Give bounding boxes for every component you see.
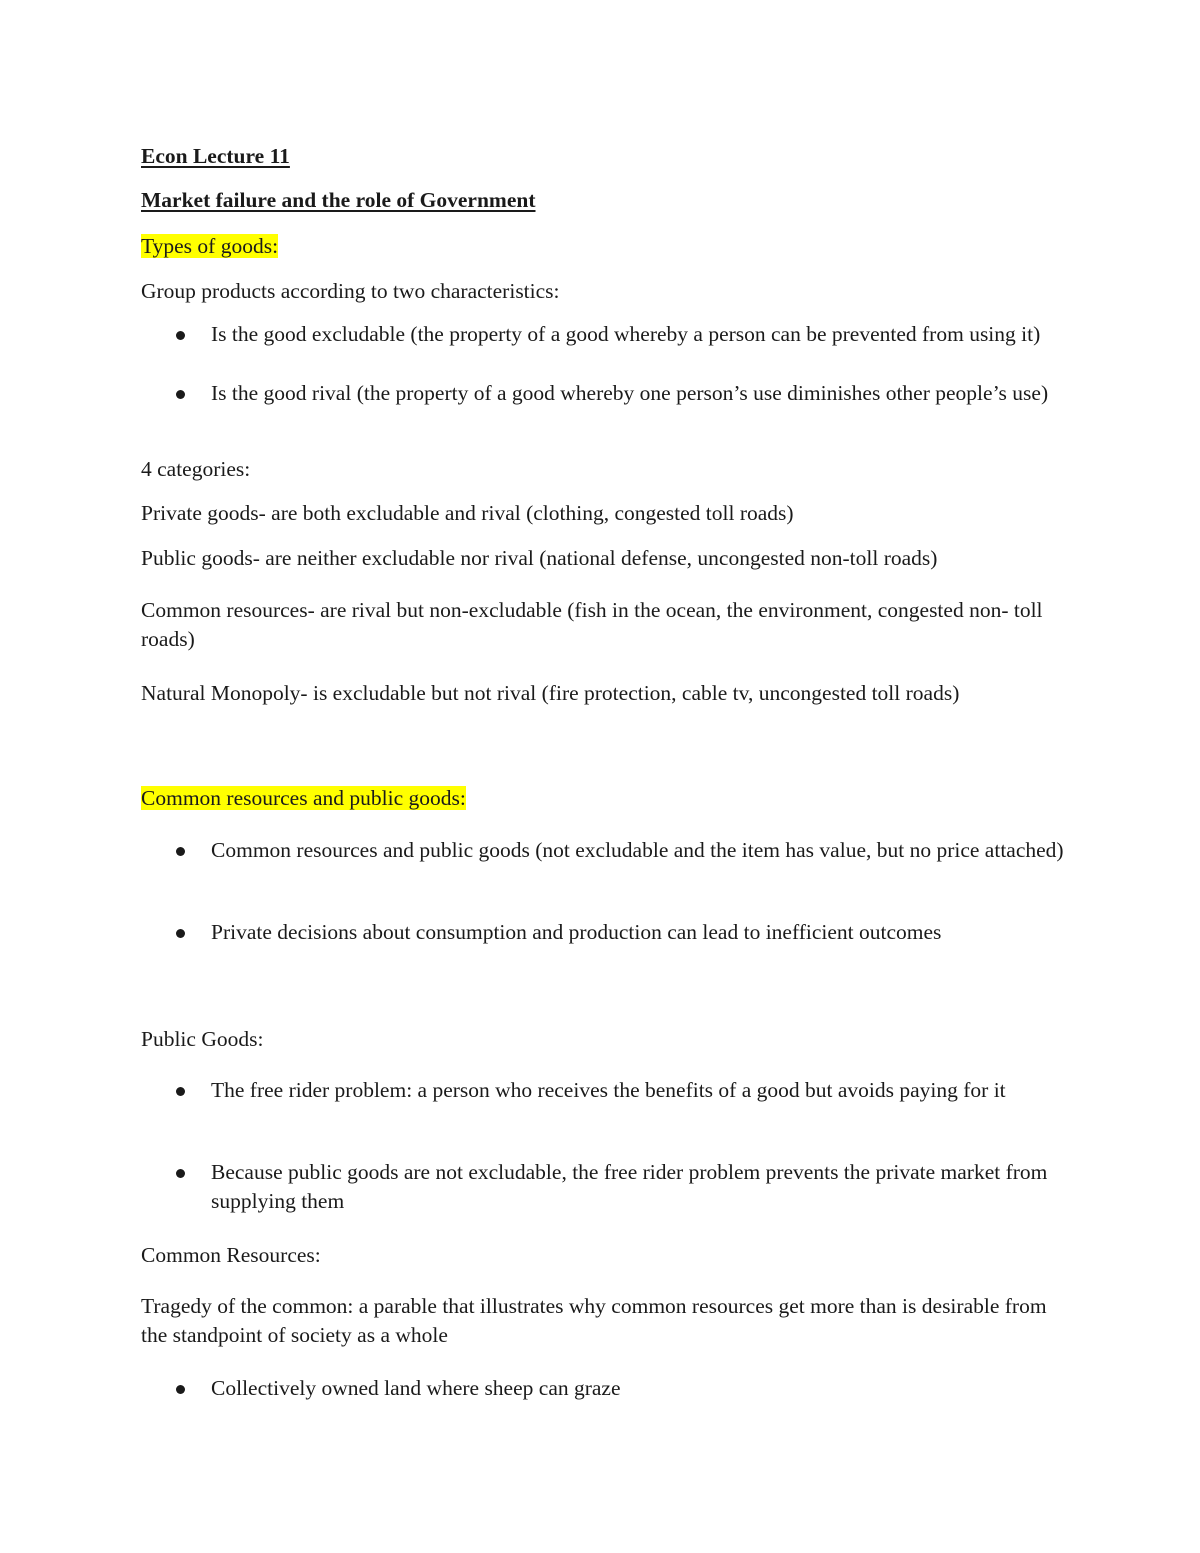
public-goods-text: Public goods- are neither excludable nor rival (national defense, uncongested non-toll roads)	[141, 546, 938, 570]
types-heading	[141, 231, 278, 261]
document-subtitle: Market failure and the role of Government	[141, 188, 536, 212]
common-resources-heading: Common Resources:	[141, 1243, 321, 1267]
types-heading-highlight: Types of goods:	[141, 234, 279, 258]
list-item-not-excludable: Because public goods are not excludable, the free rider problem prevents the private market from supplying them	[211, 1160, 1048, 1213]
tragedy-text: Tragedy of the common: a parable that illustrates why common resources get more than is desirable from the standpoint of society as a whole	[141, 1294, 1047, 1347]
document-title: Econ Lecture 11	[141, 144, 290, 168]
natural-monopoly-text: Natural Monopoly- is excludable but not rival (fire protection, cable tv, uncongested toll roads)	[141, 681, 960, 705]
common-public-heading	[141, 783, 466, 813]
list-item-sheep-graze: Collectively owned land where sheep can graze	[211, 1376, 621, 1400]
bullet-icon	[176, 1087, 185, 1096]
list-item-free-rider: The free rider problem: a person who receives the benefits of a good but avoids paying for it	[211, 1078, 1006, 1102]
common-public-heading-highlight: Common resources and public goods:	[141, 786, 466, 810]
bullet-icon	[176, 1385, 185, 1394]
list-item-common-public: Common resources and public goods (not excludable and the item has value, but no price attached)	[211, 838, 1064, 862]
bullet-icon	[176, 390, 185, 399]
list-item-rival: Is the good rival (the property of a good whereby one person’s use diminishes other people’s use)	[211, 381, 1049, 405]
categories-label: 4 categories:	[141, 457, 251, 481]
bullet-icon	[176, 929, 185, 938]
public-goods-heading: Public Goods:	[141, 1027, 264, 1051]
common-resources-text: Common resources- are rival but non-excludable (fish in the ocean, the environment, congested non- toll roads)	[141, 598, 1043, 651]
list-item-private-decisions: Private decisions about consumption and production can lead to inefficient outcomes	[211, 920, 942, 944]
bullet-icon	[176, 847, 185, 856]
bullet-icon	[176, 1169, 185, 1178]
list-item-excludable: Is the good excludable (the property of a good whereby a person can be prevented from using it)	[211, 322, 1041, 346]
group-intro: Group products according to two characteristics:	[141, 279, 560, 303]
private-goods-text: Private goods- are both excludable and rival (clothing, congested toll roads)	[141, 501, 794, 525]
bullet-icon	[176, 331, 185, 340]
